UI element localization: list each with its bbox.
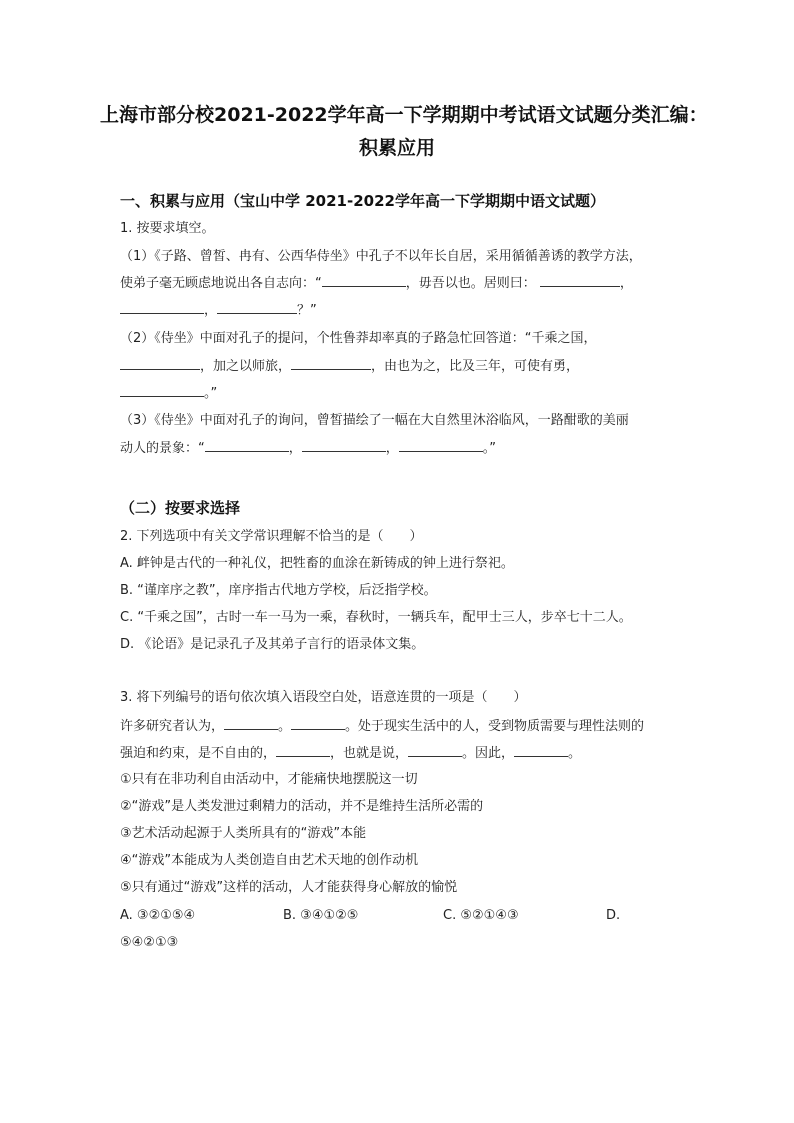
- fill-blank[interactable]: [291, 357, 371, 370]
- q3-sentence-2: ②“游戏”是人类发泄过剩精力的活动，并不是维持生活所必需的: [120, 799, 484, 814]
- document-title-line1: 上海市部分校2021-2022学年高一下学期期中考试语文试题分类汇编：: [100, 104, 708, 126]
- fill-blank[interactable]: [120, 384, 204, 397]
- q3-text-a: 许多研究者认为，: [120, 719, 225, 734]
- fill-blank[interactable]: [217, 301, 297, 314]
- q1-part2-text-b: ，由也为之，比及三年，可使有勇，: [371, 359, 580, 374]
- q1-part1-text-d: ，: [204, 303, 218, 318]
- q1-part1-line1: （1）《子路、曾皙、冉有、公西华侍坐》中孔子不以年长自居，采用循循善诱的教学方法，: [120, 249, 642, 264]
- q3-stem: 3. 将下列编号的语句依次填入语段空白处，语意连贯的一项是（ ）: [120, 690, 527, 705]
- q2-option-c: C. “千乘之国”，古时一车一马为一乘，春秋时，一辆兵车，配甲士三人，步卒七十二人。: [120, 610, 632, 625]
- q1-part1-text-a: 使弟子毫无顾虑地说出各自志向：“: [120, 276, 322, 291]
- fill-blank[interactable]: [540, 274, 620, 287]
- q1-part2-text-c: 。”: [204, 386, 218, 401]
- q3-text-c: 。处于现实生活中的人，受到物质需要与理性法则的: [345, 719, 645, 734]
- fill-blank[interactable]: [408, 744, 462, 757]
- q1-stem: 1. 按要求填空。: [120, 221, 215, 236]
- q3-text-b: 。: [278, 719, 292, 734]
- q1-part1-line3: [120, 301, 317, 320]
- q3-text-f: 。因此，: [462, 746, 515, 761]
- fill-blank[interactable]: [120, 357, 200, 370]
- q1-part3-text-c: ，: [385, 441, 399, 456]
- fill-blank[interactable]: [322, 274, 406, 287]
- q3-sentence-5: ⑤只有通过“游戏”这样的活动，人才能获得身心解放的愉悦: [120, 880, 458, 895]
- q1-part2-text-a: ，加之以师旅，: [200, 359, 292, 374]
- q3-option-c: C. ⑤②①④③: [443, 908, 519, 923]
- q3-sentence-4: ④“游戏”本能成为人类创造自由艺术天地的创作动机: [120, 853, 419, 868]
- q2-stem: 2. 下列选项中有关文学常识理解不恰当的是（ ）: [120, 529, 423, 544]
- fill-blank[interactable]: [224, 717, 278, 730]
- fill-blank[interactable]: [205, 439, 289, 452]
- fill-blank[interactable]: [120, 301, 204, 314]
- q3-option-b: B. ③④①②⑤: [283, 908, 359, 923]
- q1-part3-line2: [120, 439, 496, 458]
- document-title-line2: 积累应用: [358, 137, 435, 159]
- q3-text-e: ，也就是说，: [330, 746, 409, 761]
- q1-part1-line2: [120, 274, 633, 293]
- q3-text-g: 。: [568, 746, 582, 761]
- q3-passage-line1: [120, 717, 644, 736]
- section1-heading: 一、积累与应用（宝山中学 2021-2022学年高一下学期期中语文试题）: [120, 192, 605, 210]
- q1-part2-line3: [120, 384, 217, 403]
- q3-sentence-3: ③艺术活动起源于人类所具有的“游戏”本能: [120, 826, 367, 841]
- q1-part3-text-b: ，: [288, 441, 302, 456]
- fill-blank[interactable]: [302, 439, 386, 452]
- q1-part3-line1: （3）《侍坐》中面对孔子的询问，曾皙描绘了一幅在大自然里沐浴临风，一路酣歌的美丽: [120, 413, 629, 428]
- fill-blank[interactable]: [276, 744, 330, 757]
- q1-part1-text-c: ，: [619, 276, 633, 291]
- q3-text-d: 强迫和约束，是不自由的，: [120, 746, 277, 761]
- q1-part3-text-d: 。”: [482, 441, 497, 456]
- q1-part1-text-e: ？”: [297, 303, 317, 318]
- q2-option-b: B. “谨庠序之教”，庠序指古代地方学校，后泛指学校。: [120, 583, 437, 598]
- fill-blank[interactable]: [399, 439, 483, 452]
- q1-part3-text-a: 动人的景象：“: [120, 441, 205, 456]
- fill-blank[interactable]: [514, 744, 568, 757]
- fill-blank[interactable]: [291, 717, 345, 730]
- q3-sentence-1: ①只有在非功利自由活动中，才能痛快地摆脱这一切: [120, 772, 418, 787]
- q1-part2-line2: [120, 357, 579, 376]
- q3-option-a: A. ③②①⑤④: [120, 908, 196, 923]
- section2-heading: （二）按要求选择: [120, 499, 241, 517]
- q1-part1-text-b: ，毋吾以也。居则曰：: [405, 276, 536, 291]
- q3-passage-line2: [120, 744, 581, 763]
- q3-option-d-continued: ⑤④②①③: [120, 935, 179, 950]
- q1-part2-line1: （2）《侍坐》中面对孔子的提问，个性鲁莽却率真的子路急忙回答道：“千乘之国，: [120, 331, 597, 346]
- q3-option-d: D.: [606, 908, 621, 923]
- q2-option-d: D. 《论语》是记录孔子及其弟子言行的语录体文集。: [120, 637, 425, 652]
- q2-option-a: A. 衅钟是古代的一种礼仪，把牲畜的血涂在新铸成的钟上进行祭祀。: [120, 556, 514, 571]
